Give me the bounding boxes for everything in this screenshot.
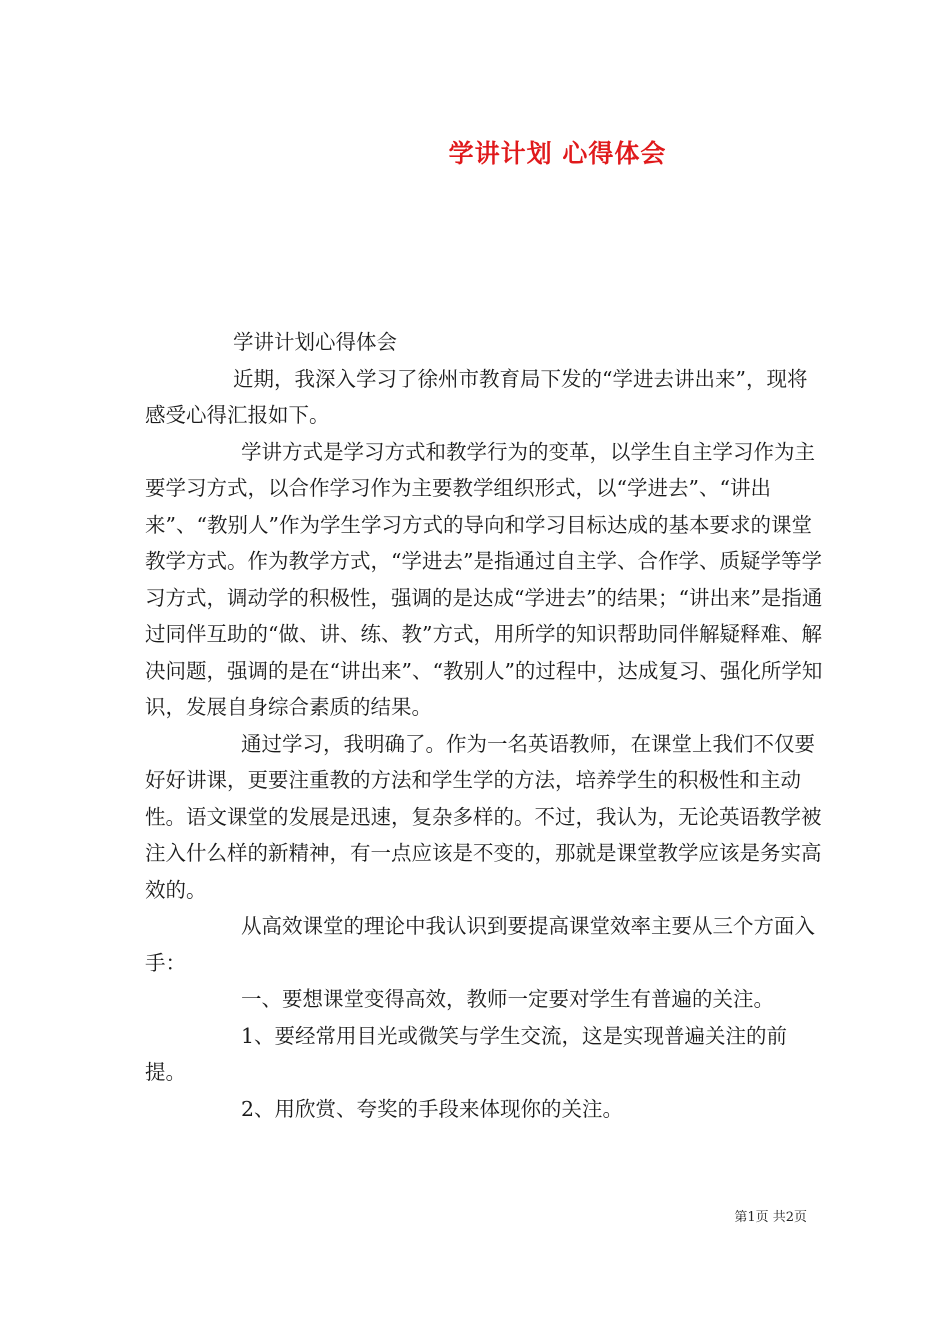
document-title: 学讲计划 心得体会 — [448, 139, 667, 168]
document-body — [145, 324, 825, 1127]
page-number: 第1页 共2页 — [734, 1210, 807, 1225]
paragraph-item-2: 2、用欣赏、夸奖的手段来体现你的关注。 — [241, 1096, 624, 1121]
paragraph-method: 学讲方式是学习方式和教学行为的变革，以学生自主学习作为主要学习方式，以合作学习作为主要教学组织形式，以“学进去”、“讲出来”、“教别人”作为学生学习方式的导向和学习目标达成的基本要求的课堂教学方式。作为教学方式，“学进去”是指通过自主学、合作学、质疑学等学习方式，调动学的积极性，强调的是达成“学进去”的结果；“讲出来”是指通过同伴互助的“做、讲、练、教”方式，用所学的知识帮助同伴解疑释难、解决问题，强调的是在“讲出来”、“教别人”的过程中，达成复习、强化所学知识，发展自身综合素质的结果。 — [145, 439, 823, 719]
paragraph-aspects: 从高效课堂的理论中我认识到要提高课堂效率主要从三个方面入手： — [145, 914, 815, 975]
paragraph-point-one: 一、要想课堂变得高效，教师一定要对学生有普遍的关注。 — [241, 987, 774, 1011]
paragraph-item-1: 1、要经常用目光或微笑与学生交流，这是实现普遍关注的前提。 — [145, 1023, 788, 1084]
document-subtitle: 学讲计划心得体会 — [233, 330, 397, 354]
paragraph-reflection: 通过学习，我明确了。作为一名英语教师，在课堂上我们不仅要好好讲课，更要注重教的方法和学生学的方法，培养学生的积极性和主动性。语文课堂的发展是迅速，复杂多样的。不过，我认为，无论英语教学被注入什么样的新精神，有一点应该是不变的，那就是课堂教学应该是务实高效的。 — [145, 731, 822, 902]
paragraph-intro: 近期，我深入学习了徐州市教育局下发的“学进去讲出来”，现将感受心得汇报如下。 — [145, 366, 808, 427]
